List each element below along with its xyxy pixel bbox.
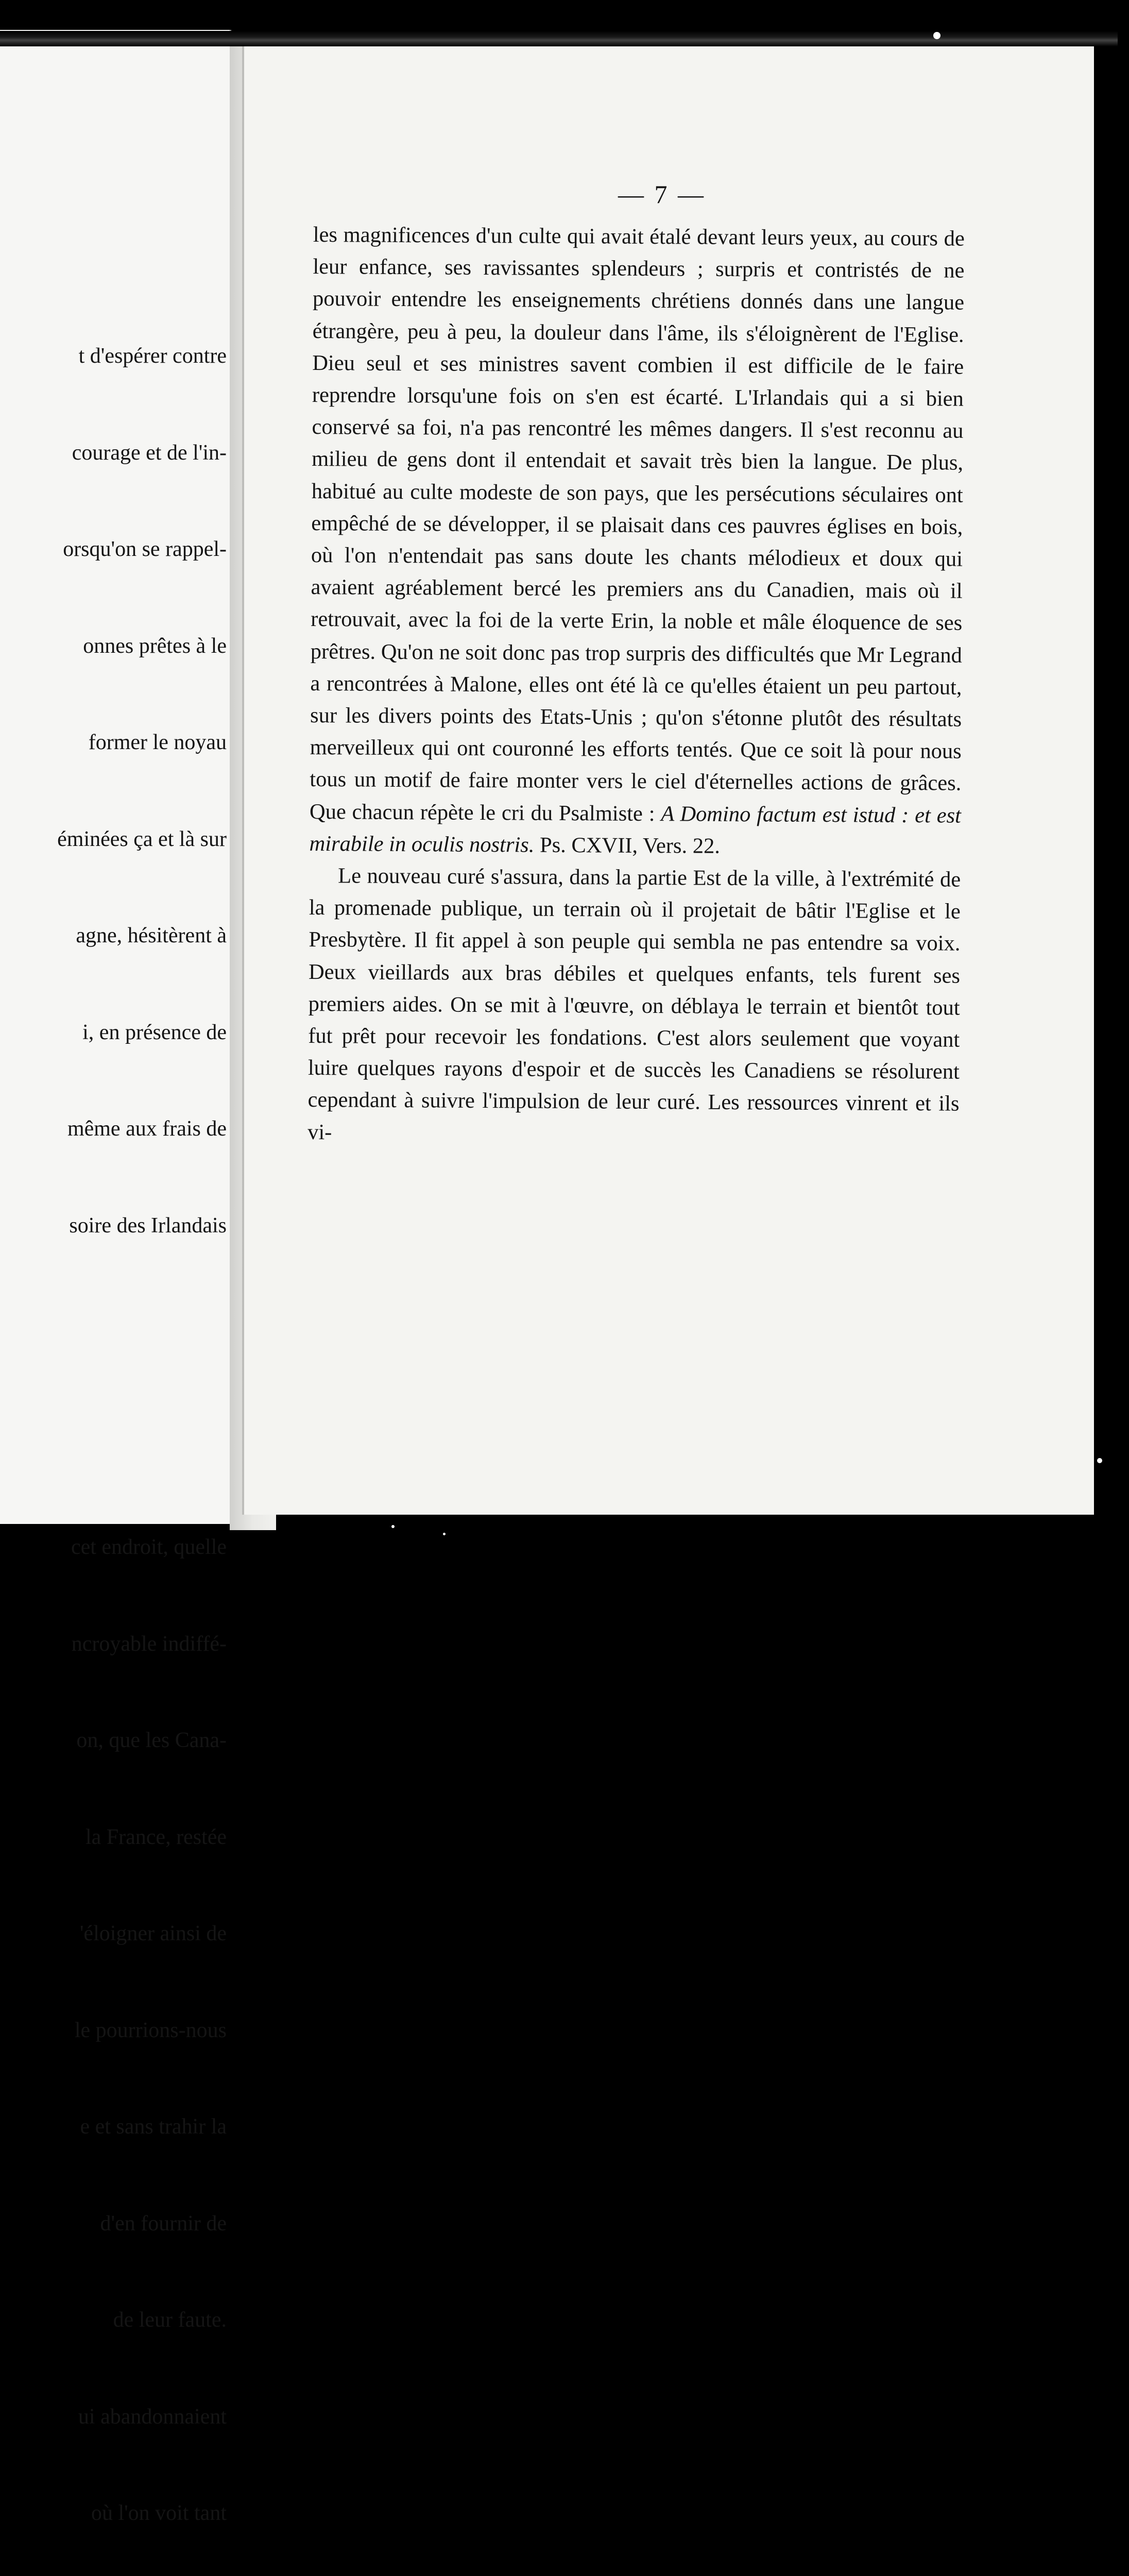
left-line: ui abandonnaient [78,2404,227,2429]
left-line: former le noyau [88,731,227,754]
scan-speck [1097,1458,1102,1463]
left-line: on, que les Cana- [76,1728,227,1752]
left-line: où l'on voit tant [91,2501,227,2525]
paragraph-1 [309,219,965,864]
left-line: le pourrions-nous [74,2018,227,2042]
paragraph-2: Le nouveau curé s'assura, dans la partie Est de la ville, à l'extrémité de la promenade publique, un terrain où il projetait de bâtir l'Eglise et le Presbytère. Il fit appel à son peuple qui sembla ne pas entendre sa voix. Deux vieillards aux bras débiles et quelques enfants, tels furent ses premiers aides. On se mit à l'œuvre, on déblaya le terrain et bientôt tout fut prêt pour recevoir les fondations. C'est alors seulement que voyant luire quelques rayons d'espoir et de succès les Canadiens se résolurent cependant à suivre l'impulsion de leur curé. Les ressources vinrent et ils vi- [307,863,961,1144]
scan-speck [443,1533,446,1535]
page-number: — 7 — [618,180,706,209]
scan-speck [391,1525,395,1528]
body-text [307,219,965,1153]
scan-speck [933,32,940,39]
left-line: éminées ça et là sur [57,827,227,851]
left-page-text [57,211,227,2576]
left-line: soire des Irlandais [69,1213,227,1238]
left-line: 'éloigner ainsi de [79,1922,227,1945]
left-text-block-2 [57,1467,227,2576]
left-line: cet endroit, quelle [71,1535,227,1559]
left-line: t d'espérer contre [78,344,227,368]
left-line: ncroyable indiffé- [71,1632,227,1656]
top-edge-strip [0,31,1118,46]
left-text-block-1 [57,276,227,1306]
psalm-quote: A Domino factum est istud : et est mirabile in oculis nostris. [309,801,962,857]
left-page [0,30,231,2525]
left-line: d'en fournir de [100,2211,227,2235]
left-line: courage et de l'in- [72,440,227,465]
left-line: i, en présence de [82,1020,227,1044]
left-line: orsqu'on se rappel- [63,537,227,561]
left-line: de leur faute. [113,2308,227,2332]
psalm-reference: Ps. CXVII, Vers. 22. [539,833,721,858]
left-line: agne, hésitèrent à [76,924,227,947]
left-line: même aux frais de [67,1117,227,1141]
left-line: onnes prêtes à le [83,634,227,658]
left-line: la France, restée [85,1825,227,1849]
paragraph-1-text: les magnificences d'un culte qui avait étalé devant leurs yeux, au cours de leur enfance, ses ravissantes splendeurs ; surpris et contristés de ne pouvoir entendre les enseignements chrétiens donnés dans une langue étrangère, peu à peu, la douleur dans l'âme, ils s'éloignèrent de l'Eglise. Dieu seul et ses ministres savent combien il est difficile de le faire reprendre lorsqu'une fois on s'en est écarté. L'Irlandais qui a si bien conservé sa foi, n'a pas rencontré les mêmes dangers. Il s'est reconnu au milieu de gens dont il entendait et savait très bien la langue. De plus, habitué au culte modeste de son pays, que les persécutions séculaires ont empêché de se développer, il se plaisait dans ces pauvres églises en bois, où l'on n'entendait pas sans doute les chants mélodieux et doux qui avaient agréablement bercé les premiers ans du Canadien, mais où il retrouvait, avec la foi de la verte Erin, la noble et mâle éloquence de ses prêtres. Qu'on ne soit donc pas trop surpris des difficultés que Mr Legrand a rencontrées à Malone, elles ont été là ce qu'elles étaient un peu partout, sur les divers points des Etats-Unis ; qu'on s'étonne plutôt des résultats merveilleux qui ont couronné les efforts tentés. Que ce soit là pour nous tous un motif de faire monter vers le ciel d'éternelles actions de grâces. Que chacun répète le cri du Psalmiste : [309,222,965,826]
left-line: e et sans trahir la [80,2115,227,2139]
